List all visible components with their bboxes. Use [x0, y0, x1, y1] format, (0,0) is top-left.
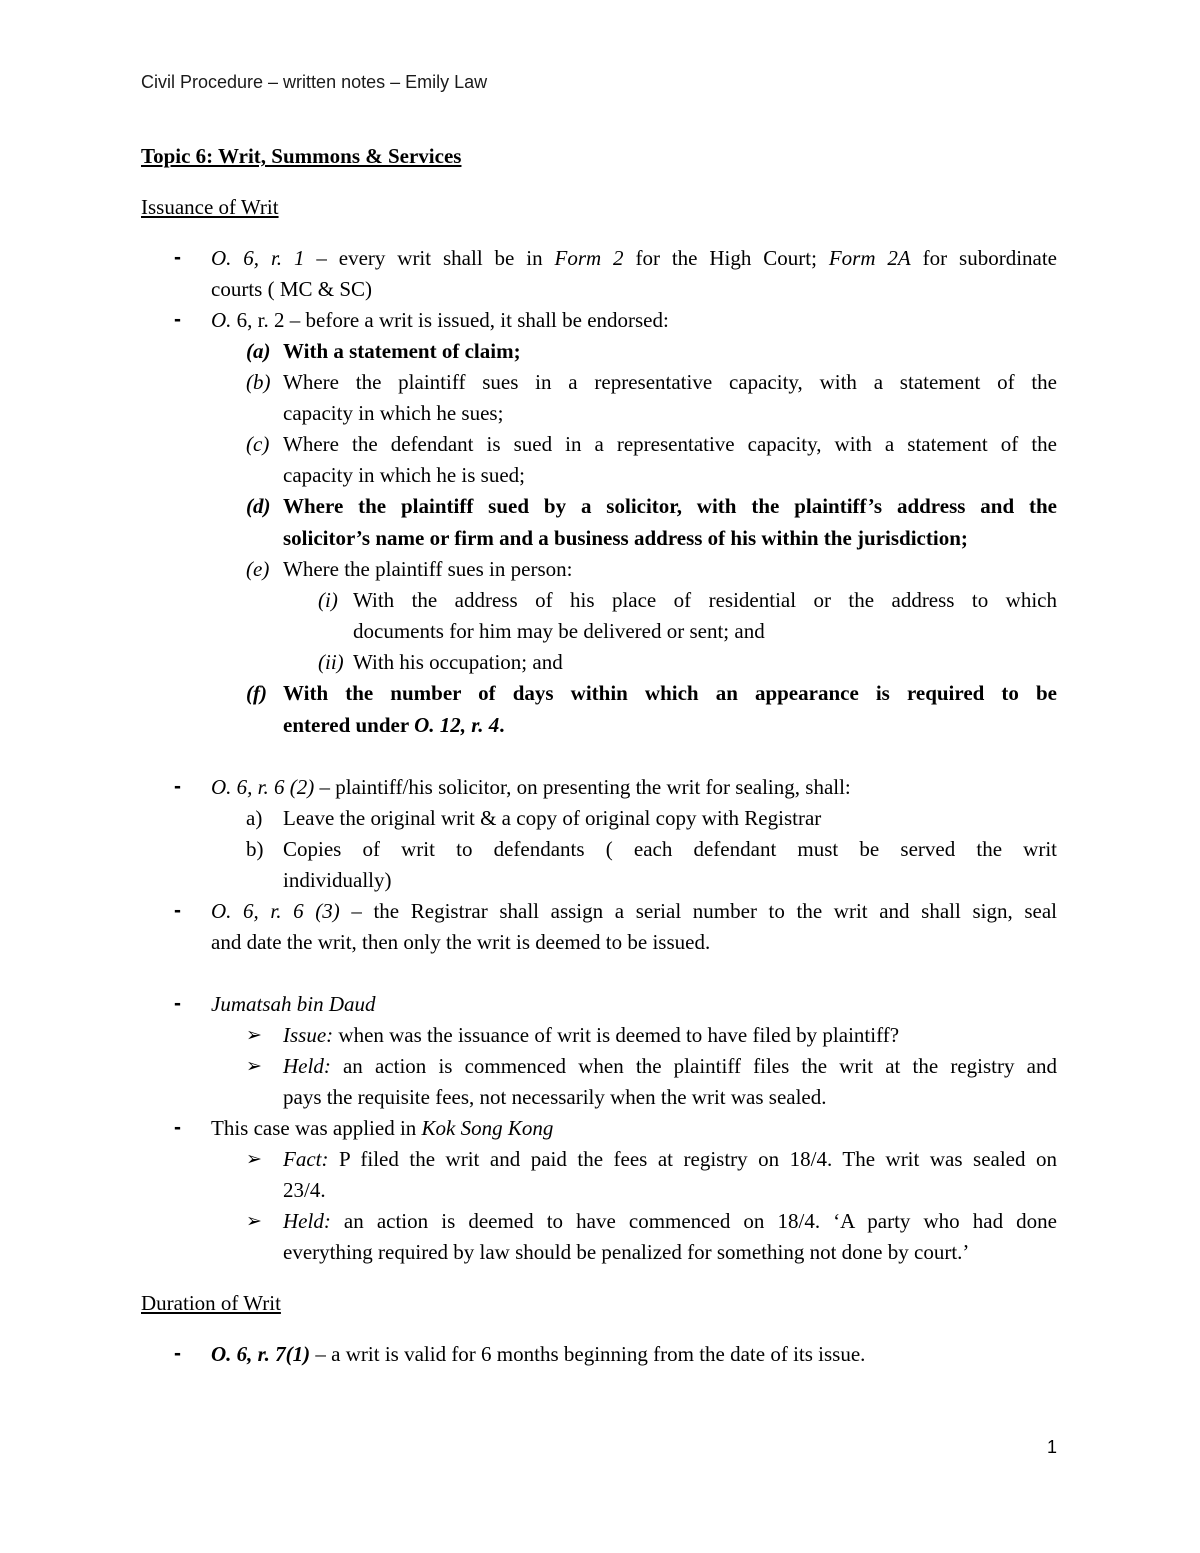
bullet-6-line: This case was applied in Kok Song Kong — [211, 1116, 554, 1140]
bullet-dash: - — [174, 1342, 181, 1365]
item-e-label: (e) — [246, 557, 270, 581]
bullet-3-b-line-2: individually) — [283, 868, 392, 892]
item-e-i-line-1: With the address of his place of residential or the address to which — [353, 588, 1057, 612]
item-e-i-line-2: documents for him may be delivered or sent; and — [353, 619, 765, 643]
item-f-line-1: With the number of days within which an appearance is required to be — [283, 681, 1057, 705]
page-header: Civil Procedure – written notes – Emily Law — [141, 72, 488, 92]
b5-held-line-2: pays the requisite fees, not necessarily when the writ was sealed. — [283, 1085, 827, 1109]
case-name-jumatsah: Jumatsah bin Daud — [211, 992, 376, 1016]
page-number: 1 — [1047, 1437, 1058, 1457]
b6-fact-line-2: 23/4. — [283, 1178, 326, 1202]
item-e-i-label: (i) — [318, 588, 338, 612]
item-c-label: (c) — [246, 432, 270, 456]
item-b-line-1: Where the plaintiff sues in a representative capacity, with a statement of the — [283, 370, 1057, 394]
arrow-bullet-icon: ➢ — [246, 1148, 262, 1170]
item-b-label: (b) — [246, 370, 271, 394]
arrow-bullet-icon: ➢ — [246, 1024, 262, 1046]
bullet-3-b-label: b) — [246, 837, 264, 861]
bullet-1-line-2: courts ( MC & SC) — [211, 277, 373, 301]
b5-held-line-1: Held: an action is commenced when the plaintiff files the writ at the registry and — [283, 1054, 1057, 1078]
bullet-2-line: O. 6, r. 2 – before a writ is issued, it shall be endorsed: — [211, 308, 669, 332]
item-c-line-1: Where the defendant is sued in a representative capacity, with a statement of the — [283, 432, 1057, 456]
bullet-dash: - — [174, 992, 181, 1015]
bullet-3-a-text: Leave the original writ & a copy of original copy with Registrar — [283, 806, 822, 830]
item-a-label: (a) — [246, 339, 271, 363]
b6-held-line-1: Held: an action is deemed to have commenced on 18/4. ‘A party who had done — [283, 1209, 1057, 1233]
bullet-7-line: O. 6, r. 7(1) – a writ is valid for 6 months beginning from the date of its issue. — [211, 1342, 866, 1366]
b5-issue-line: Issue: when was the issuance of writ is deemed to have filed by plaintiff? — [283, 1023, 900, 1047]
bullet-3-a-label: a) — [246, 806, 263, 830]
item-e-ii-text: With his occupation; and — [353, 650, 563, 674]
item-e-ii-label: (ii) — [318, 650, 344, 674]
bullet-dash: - — [174, 246, 181, 269]
bullet-3-line: O. 6, r. 6 (2) – plaintiff/his solicitor, on presenting the writ for sealing, shall: — [211, 775, 851, 799]
item-f-label: (f) — [246, 681, 267, 705]
section-heading-issuance: Issuance of Writ — [141, 195, 279, 219]
item-d-line-2: solicitor’s name or firm and a business address of his within the jurisdiction; — [283, 526, 968, 550]
bullet-dash: - — [174, 899, 181, 922]
item-b-line-2: capacity in which he sues; — [283, 401, 504, 425]
bullet-dash: - — [174, 775, 181, 798]
arrow-bullet-icon: ➢ — [246, 1210, 262, 1232]
bullet-1-line-1: O. 6, r. 1 – every writ shall be in Form 2 for the High Court; Form 2A for subordinate — [211, 246, 1058, 270]
b6-fact-line-1: Fact: P filed the writ and paid the fees at registry on 18/4. The writ was sealed on — [283, 1147, 1057, 1171]
item-d-label: (d) — [246, 494, 271, 518]
bullet-4-line-2: and date the writ, then only the writ is deemed to be issued. — [211, 930, 711, 954]
item-a-text: With a statement of claim; — [283, 339, 521, 363]
item-f-line-2: entered under O. 12, r. 4. — [283, 713, 505, 737]
bullet-dash: - — [174, 1116, 181, 1139]
b6-held-line-2: everything required by law should be penalized for something not done by court.’ — [283, 1240, 970, 1264]
item-c-line-2: capacity in which he is sued; — [283, 463, 526, 487]
item-e-text: Where the plaintiff sues in person: — [283, 557, 573, 581]
item-d-line-1: Where the plaintiff sued by a solicitor, with the plaintiff’s address and the — [283, 494, 1057, 518]
arrow-bullet-icon: ➢ — [246, 1055, 262, 1077]
bullet-dash: - — [174, 308, 181, 331]
bullet-3-b-line-1: Copies of writ to defendants ( each defendant must be served the writ — [283, 837, 1057, 861]
bullet-4-line-1: O. 6, r. 6 (3) – the Registrar shall assign a serial number to the writ and shall sign, seal — [211, 899, 1057, 923]
topic-title: Topic 6: Writ, Summons & Services — [141, 144, 462, 168]
section-heading-duration: Duration of Writ — [141, 1291, 281, 1315]
